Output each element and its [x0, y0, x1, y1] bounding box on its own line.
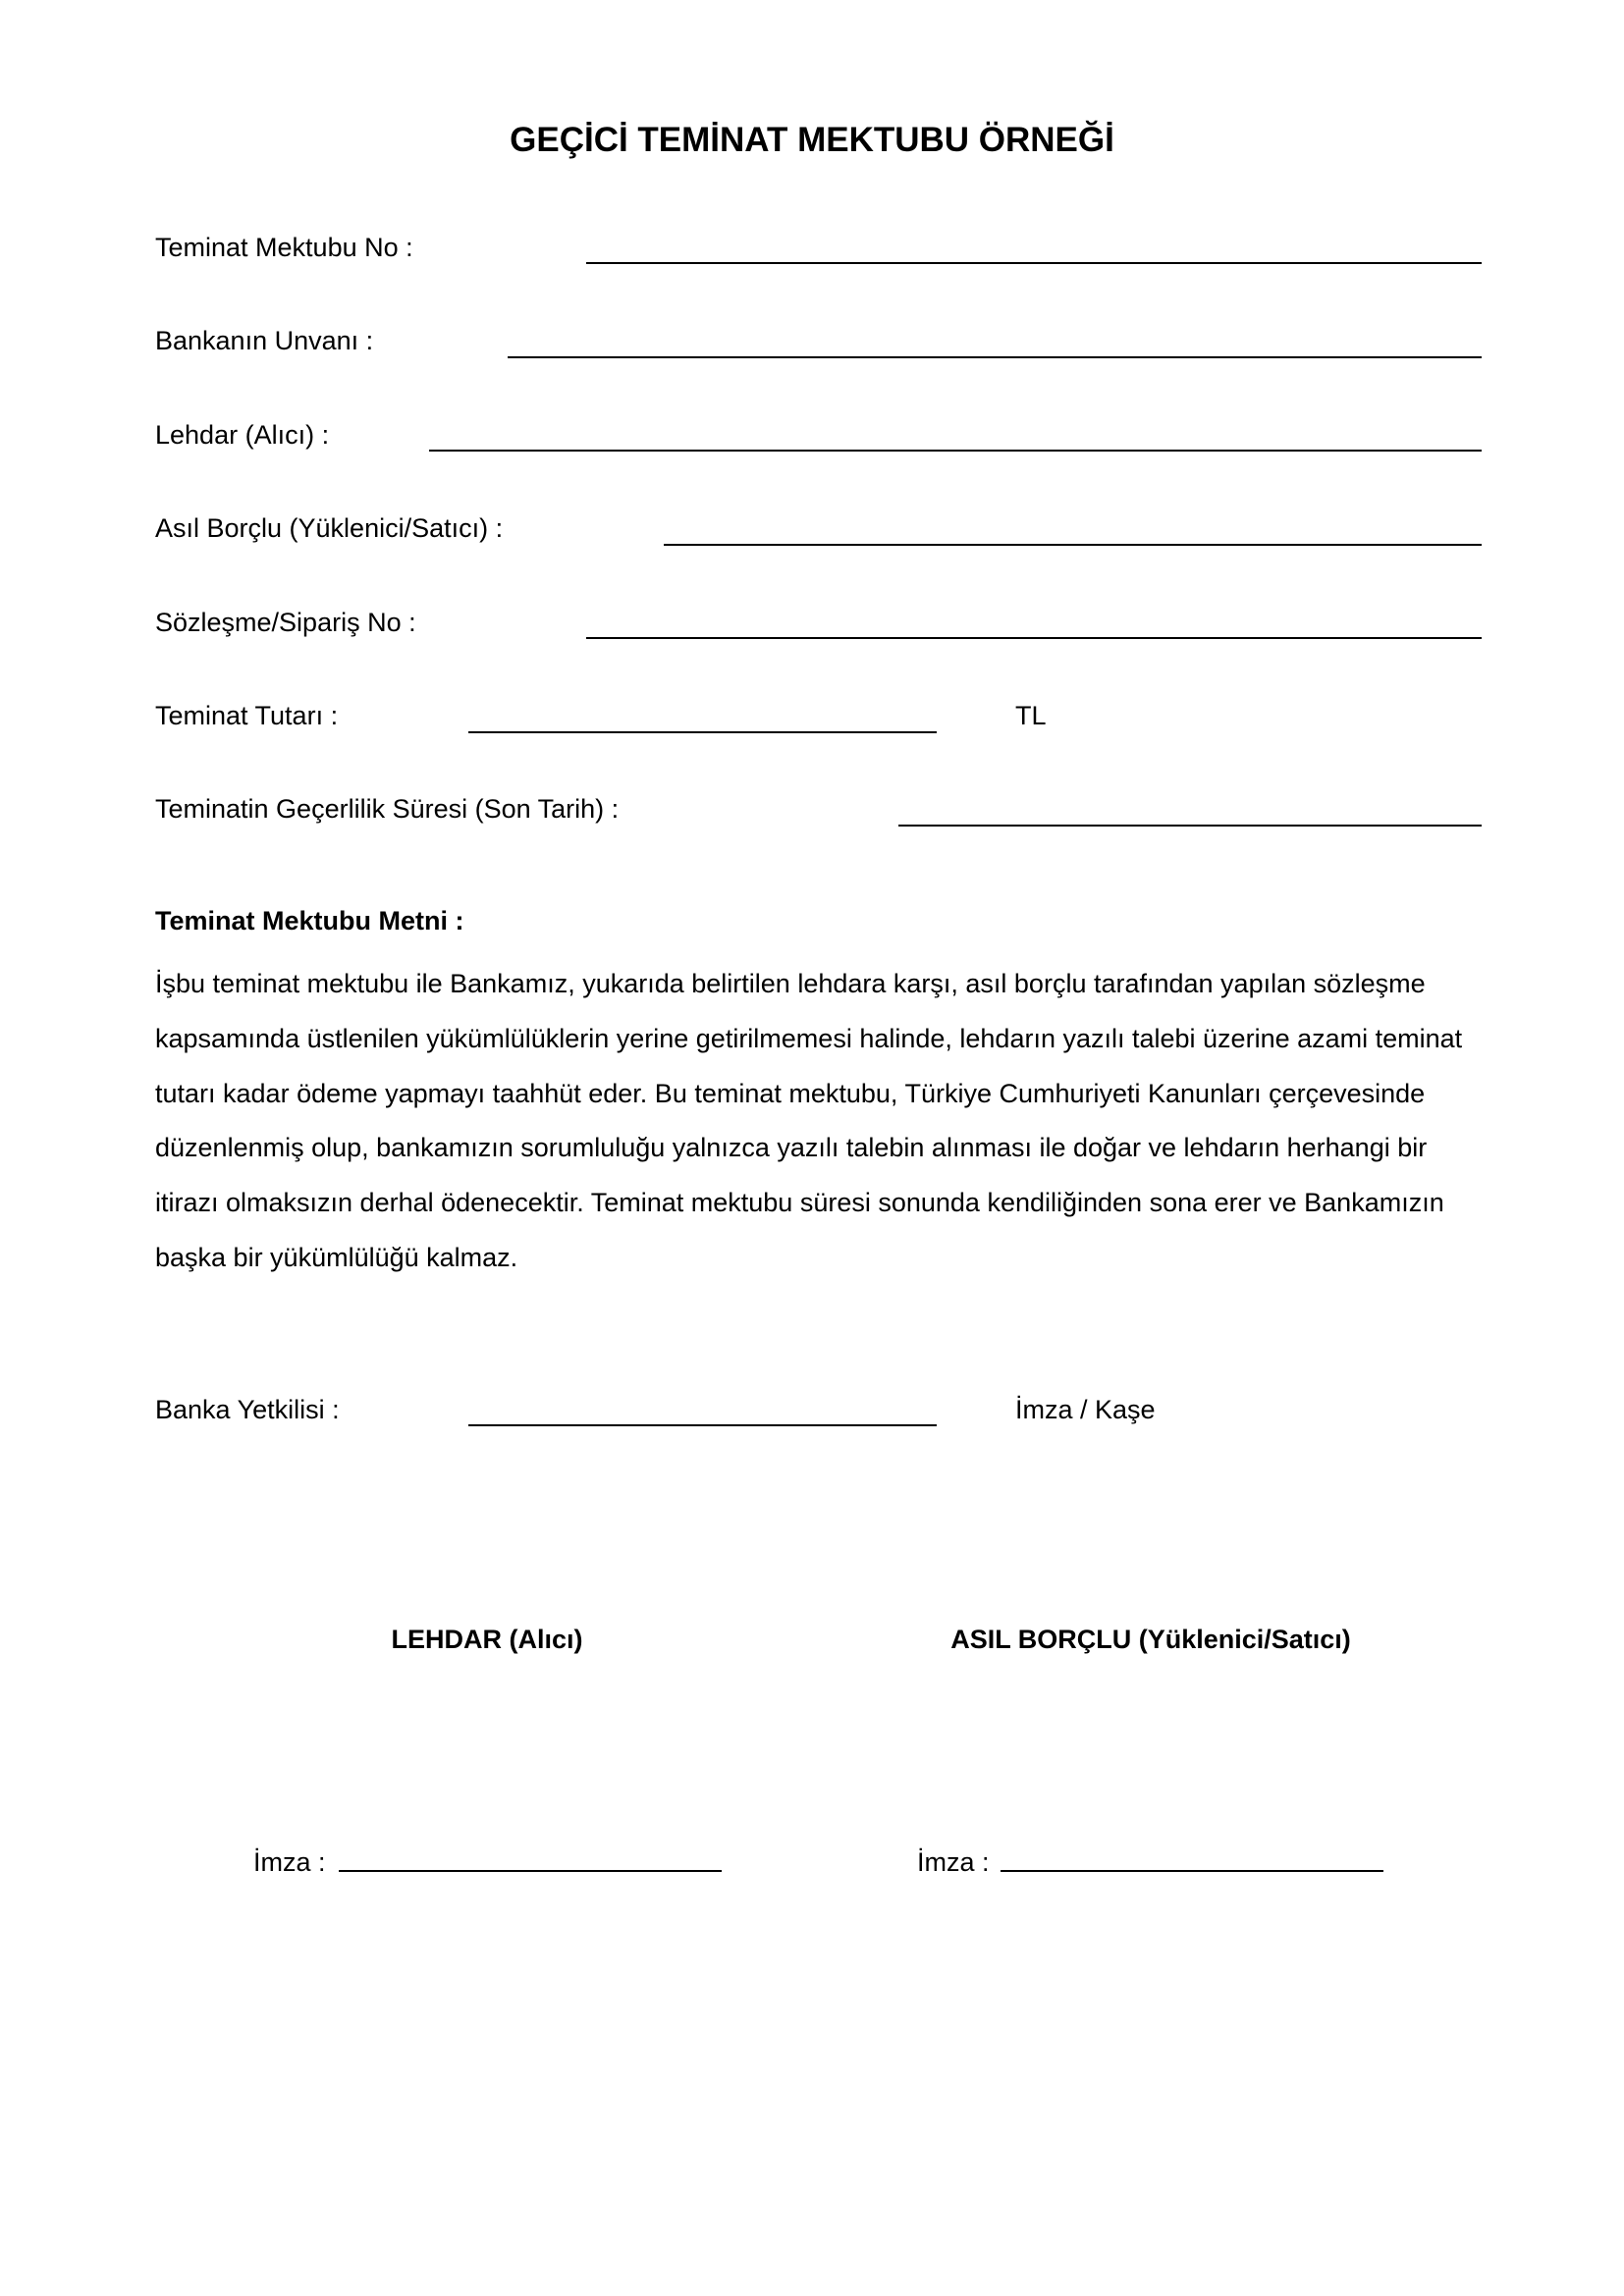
field-label-contract-no: Sözleşme/Sipariş No : [155, 608, 416, 637]
letter-text-body: İşbu teminat mektubu ile Bankamız, yukarıda belirtilen lehdara karşı, asıl borçlu tarafından yapılan sözleşme kapsamında üstlenilen yükümlülüklerin yerine getirilmemesi halinde, lehdarın yazılı talebi üzerine azami teminat tutarı kadar ödeme yapmayı taahhüt eder. Bu teminat mektubu, Türkiye Cumhuriyeti Kanunları çerçevesinde düzenlenmiş olup, bankamızın sorumluluğu yalnızca yazılı talebin alınması ile doğar ve lehdarın herhangi bir itirazı olmaksızın derhal ödenecektir. Teminat mektubu süresi sonunda kendiliğinden sona erer ve Bankamızın başka bir yükümlülüğü kalmaz. [155, 969, 1463, 1272]
field-label-beneficiary: Lehdar (Alıcı) : [155, 420, 330, 450]
principal-signature-line[interactable] [1001, 1870, 1383, 1872]
field-label-guarantee-amount: Teminat Tutarı : [155, 701, 339, 730]
currency-unit: TL [1015, 701, 1047, 730]
field-line-bank-name[interactable] [508, 356, 1482, 358]
field-line-contract-no[interactable] [586, 637, 1482, 639]
bank-official-label: Banka Yetkilisi : [155, 1395, 340, 1424]
beneficiary-signature-label: İmza : [253, 1847, 326, 1877]
letter-text-heading: Teminat Mektubu Metni : [155, 906, 464, 935]
field-line-principal-debtor[interactable] [664, 544, 1482, 546]
field-label-principal-debtor: Asıl Borçlu (Yüklenici/Satıcı) : [155, 513, 504, 543]
bank-official-signature-line[interactable] [468, 1424, 937, 1426]
beneficiary-party-title: LEHDAR (Alıcı) [391, 1625, 583, 1654]
beneficiary-signature-line[interactable] [339, 1870, 722, 1872]
document-title: GEÇİCİ TEMİNAT MEKTUBU ÖRNEĞİ [510, 121, 1114, 159]
field-line-guarantee-amount[interactable] [468, 731, 937, 733]
field-line-validity-date[interactable] [898, 825, 1482, 827]
field-label-validity-date: Teminatin Geçerlilik Süresi (Son Tarih) : [155, 794, 620, 824]
principal-signature-label: İmza : [917, 1847, 990, 1877]
bank-official-sign-stamp-label: İmza / Kaşe [1015, 1395, 1156, 1424]
field-label-letter-no: Teminat Mektubu No : [155, 233, 413, 262]
field-line-letter-no[interactable] [586, 262, 1482, 264]
field-label-bank-name: Bankanın Unvanı : [155, 326, 374, 355]
principal-party-title: ASIL BORÇLU (Yüklenici/Satıcı) [950, 1625, 1351, 1654]
field-line-beneficiary[interactable] [429, 450, 1482, 452]
